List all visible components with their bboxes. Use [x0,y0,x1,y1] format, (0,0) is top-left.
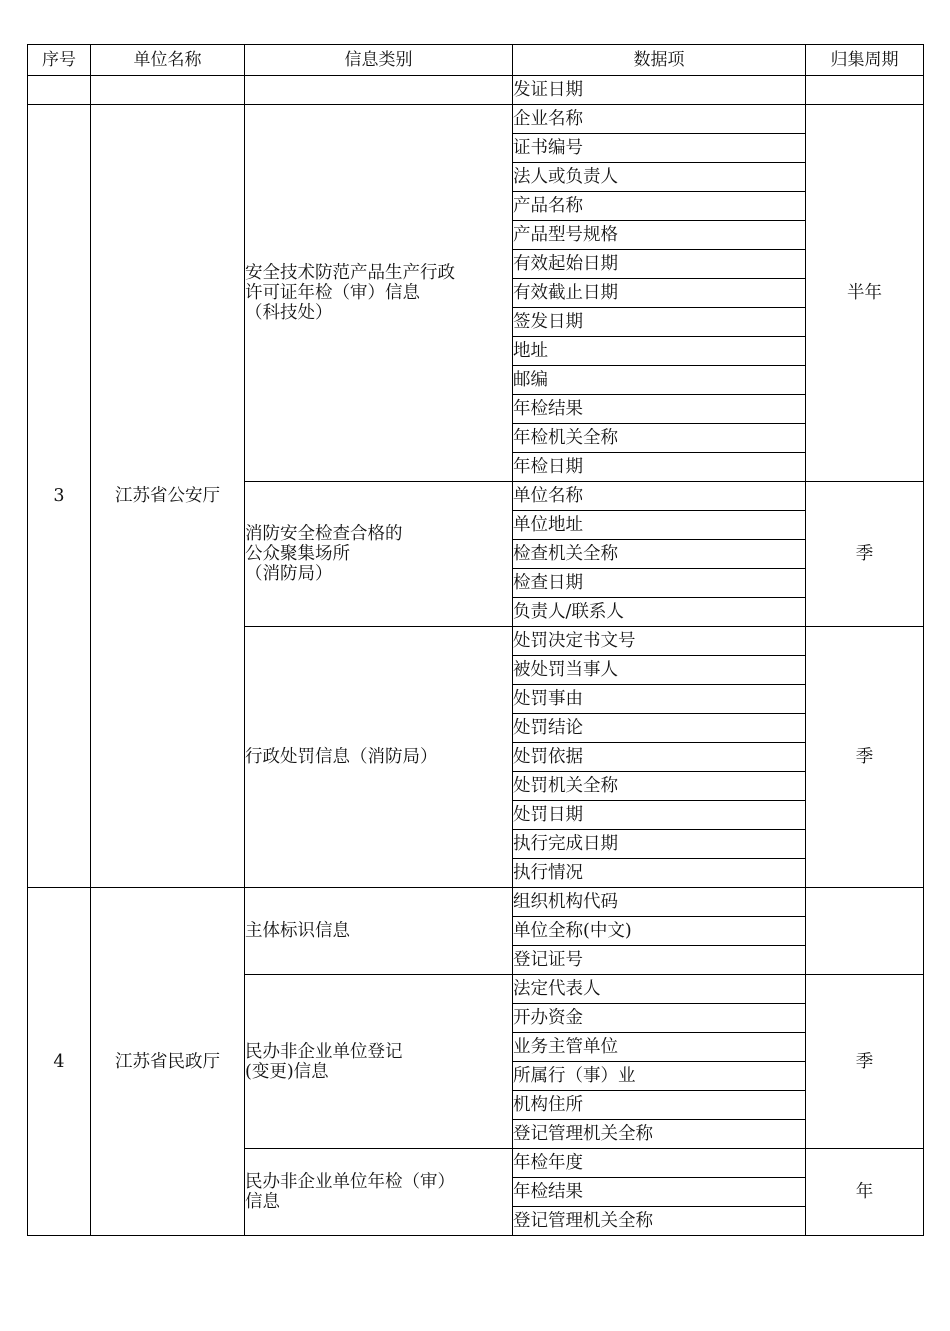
info-category-line: 行政处罚信息（消防局） [245,747,438,767]
data-item-cell: 证书编号 [513,134,806,163]
table-row [28,888,924,917]
period-cell [806,76,924,105]
unit-name-cell [91,76,245,105]
data-item-cell: 单位地址 [513,511,806,540]
data-item-cell: 年检结果 [513,395,806,424]
data-item-cell: 所属行（事）业 [513,1062,806,1091]
header-info-category: 信息类别 [245,45,513,76]
period-cell: 季 [806,975,924,1149]
info-category-line: 民办非企业单位登记 [245,1041,403,1062]
period-cell: 年 [806,1149,924,1236]
data-item-cell: 单位全称(中文) [513,917,806,946]
data-item-cell: 处罚结论 [513,714,806,743]
data-item-cell: 组织机构代码 [513,888,806,917]
unit-name-cell: 江苏省公安厅 [91,105,245,888]
data-item-cell: 发证日期 [513,76,806,105]
header-data-item: 数据项 [513,45,806,76]
data-item-cell: 登记证号 [513,946,806,975]
info-category-line: （科技处） [245,303,333,323]
info-category-cell [245,1149,513,1236]
header-seq: 序号 [28,45,91,76]
data-item-cell: 年检结果 [513,1178,806,1207]
data-catalog-table [27,44,924,1236]
data-item-cell: 开办资金 [513,1004,806,1033]
data-item-cell: 登记管理机关全称 [513,1207,806,1236]
data-item-cell: 年检日期 [513,453,806,482]
data-item-cell: 有效截止日期 [513,279,806,308]
data-item-cell: 处罚依据 [513,743,806,772]
info-category-line: 主体标识信息 [245,921,350,941]
info-category-line: （消防局） [245,564,333,584]
data-item-cell: 邮编 [513,366,806,395]
data-item-cell: 处罚事由 [513,685,806,714]
data-item-cell: 负责人/联系人 [513,598,806,627]
seq-cell: 4 [28,888,91,1236]
period-cell: 季 [806,627,924,888]
data-item-cell: 机构住所 [513,1091,806,1120]
data-item-cell: 执行情况 [513,859,806,888]
info-category-cell [245,482,513,627]
data-item-cell: 检查机关全称 [513,540,806,569]
seq-cell: 3 [28,105,91,888]
data-item-cell: 年检年度 [513,1149,806,1178]
info-category-cell [245,627,513,888]
header-unit-name: 单位名称 [91,45,245,76]
info-category-line: (变更)信息 [245,1061,329,1082]
unit-name-cell: 江苏省民政厅 [91,888,245,1236]
period-cell: 半年 [806,105,924,482]
info-category-line: 许可证年检（审）信息 [245,283,420,303]
data-item-cell: 业务主管单位 [513,1033,806,1062]
info-category-line: 消防安全检查合格的 [245,524,403,544]
info-category-line: 信息 [245,1192,280,1212]
data-item-cell: 年检机关全称 [513,424,806,453]
data-item-cell: 检查日期 [513,569,806,598]
data-item-cell: 处罚机关全称 [513,772,806,801]
data-item-cell: 产品型号规格 [513,221,806,250]
info-category-cell [245,888,513,975]
info-category-line: 安全技术防范产品生产行政 [245,263,455,283]
period-cell [806,888,924,975]
data-item-cell: 处罚决定书文号 [513,627,806,656]
data-item-cell: 签发日期 [513,308,806,337]
header-row [28,45,924,76]
seq-cell [28,76,91,105]
info-category-cell [245,975,513,1149]
data-item-cell: 被处罚当事人 [513,656,806,685]
header-collection-period: 归集周期 [806,45,924,76]
table-row [28,105,924,134]
data-item-cell: 执行完成日期 [513,830,806,859]
data-item-cell: 单位名称 [513,482,806,511]
data-item-cell: 产品名称 [513,192,806,221]
table-row [28,76,924,105]
data-item-cell: 企业名称 [513,105,806,134]
data-item-cell: 登记管理机关全称 [513,1120,806,1149]
info-category-line: 公众聚集场所 [245,544,350,564]
info-category-cell [245,76,513,105]
info-category-line: 民办非企业单位年检（审） [245,1172,455,1192]
period-cell: 季 [806,482,924,627]
data-item-cell: 处罚日期 [513,801,806,830]
data-item-cell: 法人或负责人 [513,163,806,192]
data-item-cell: 法定代表人 [513,975,806,1004]
data-item-cell: 地址 [513,337,806,366]
data-item-cell: 有效起始日期 [513,250,806,279]
info-category-cell [245,105,513,482]
